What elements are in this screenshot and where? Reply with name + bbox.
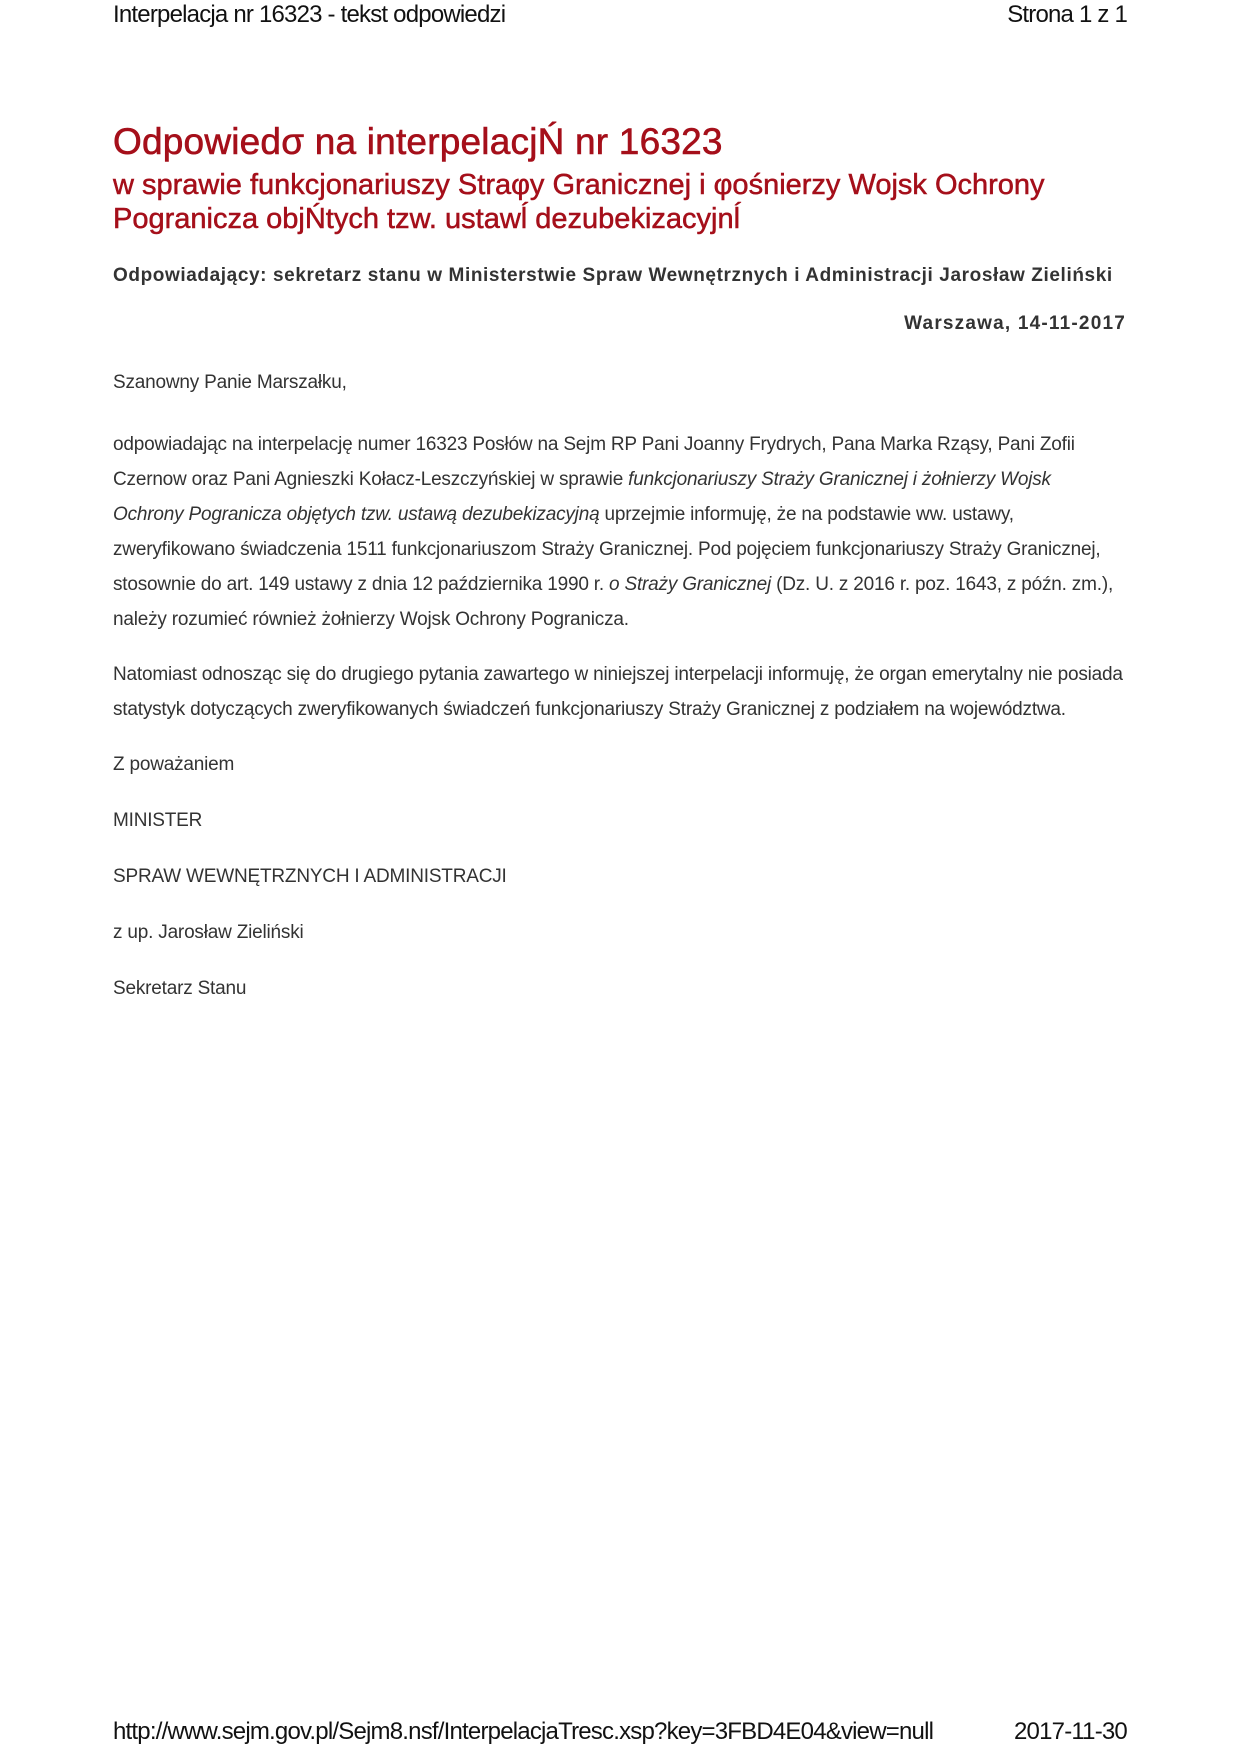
salutation: Szanowny Panie Marszałku, (113, 372, 347, 393)
document-subtitle: w sprawie funkcjonariuszy Straφy Granicznej i φośnierzy Wojsk Ochrony Pogranicza objŃtych tzw. ustawĺ dezubekizacyjnĺ (113, 169, 1045, 235)
header-title: Interpelacja nr 16323 - tekst odpowiedzi (113, 1, 506, 28)
paragraph-2: Natomiast odnosząc się do drugiego pytania zawartego w niniejszej interpelacji informuję, że organ emerytalny nie posiada statystyk dotyczących zweryfikowanych świadczeń funkcjonariuszy Straży Granicznej z podziałem na województwa. (113, 664, 1123, 720)
place-date: Warszawa, 14-11-2017 (904, 313, 1126, 334)
signature-name: z up. Jarosław Zieliński (113, 922, 304, 943)
footer-url: http://www.sejm.gov.pl/Sejm8.nsf/InterpelacjaTresc.xsp?key=3FBD4E04&view=null (113, 1718, 934, 1745)
document-title: Odpowiedσ na interpelacjŃ nr 16323 (113, 121, 723, 162)
footer-date: 2017-11-30 (1014, 1718, 1127, 1745)
signature-title: MINISTER (113, 810, 203, 831)
signature-ministry: SPRAW WEWNĘTRZNYCH I ADMINISTRACJI (113, 866, 507, 887)
signature-position: Sekretarz Stanu (113, 978, 247, 999)
respondent: Odpowiadający: sekretarz stanu w Ministerstwie Spraw Wewnętrznych i Administracji Jarosław Zieliński (113, 265, 1113, 286)
paragraph-1-italic-a: funkcjonariuszy Straży Granicznej i żołnierzy Wojsk Ochrony Pogranicza objętych tzw. ustawą dezubekizacyjną (113, 469, 1051, 525)
paragraph-1-italic-b: o Straży Granicznej (609, 574, 772, 595)
page-footer (113, 1718, 1127, 1752)
signature-block (113, 747, 1126, 1006)
paragraph-1-text-c: (Dz. U. z 2016 r. poz. 1643, z późn. zm.), należy rozumieć również żołnierzy Wojsk Ochrony Pogranicza. (113, 574, 1114, 630)
page-header (113, 0, 1127, 34)
paragraph-1-text-b: uprzejmie informuję, że na podstawie ww. ustawy, zweryfikowano świadczenia 1511 funkcjonariuszom Straży Granicznej. Pod pojęciem funkcjonariuszy Straży Granicznej, stosownie do art. 149 ustawy z dnia 12 października 1990 r. (113, 504, 1101, 595)
paragraph-1 (113, 427, 1126, 637)
document-body (113, 118, 1126, 1027)
page-indicator: Strona 1 z 1 (1007, 1, 1127, 28)
paragraph-1-text-a: odpowiadając na interpelację numer 16323 Posłów na Sejm RP Pani Joanny Frydrych, Pana Marka Rząsy, Pani Zofii Czernow oraz Pani Agnieszki Kołacz-Leszczyńskiej w sprawie (113, 434, 1075, 490)
closing: Z poważaniem (113, 754, 235, 775)
